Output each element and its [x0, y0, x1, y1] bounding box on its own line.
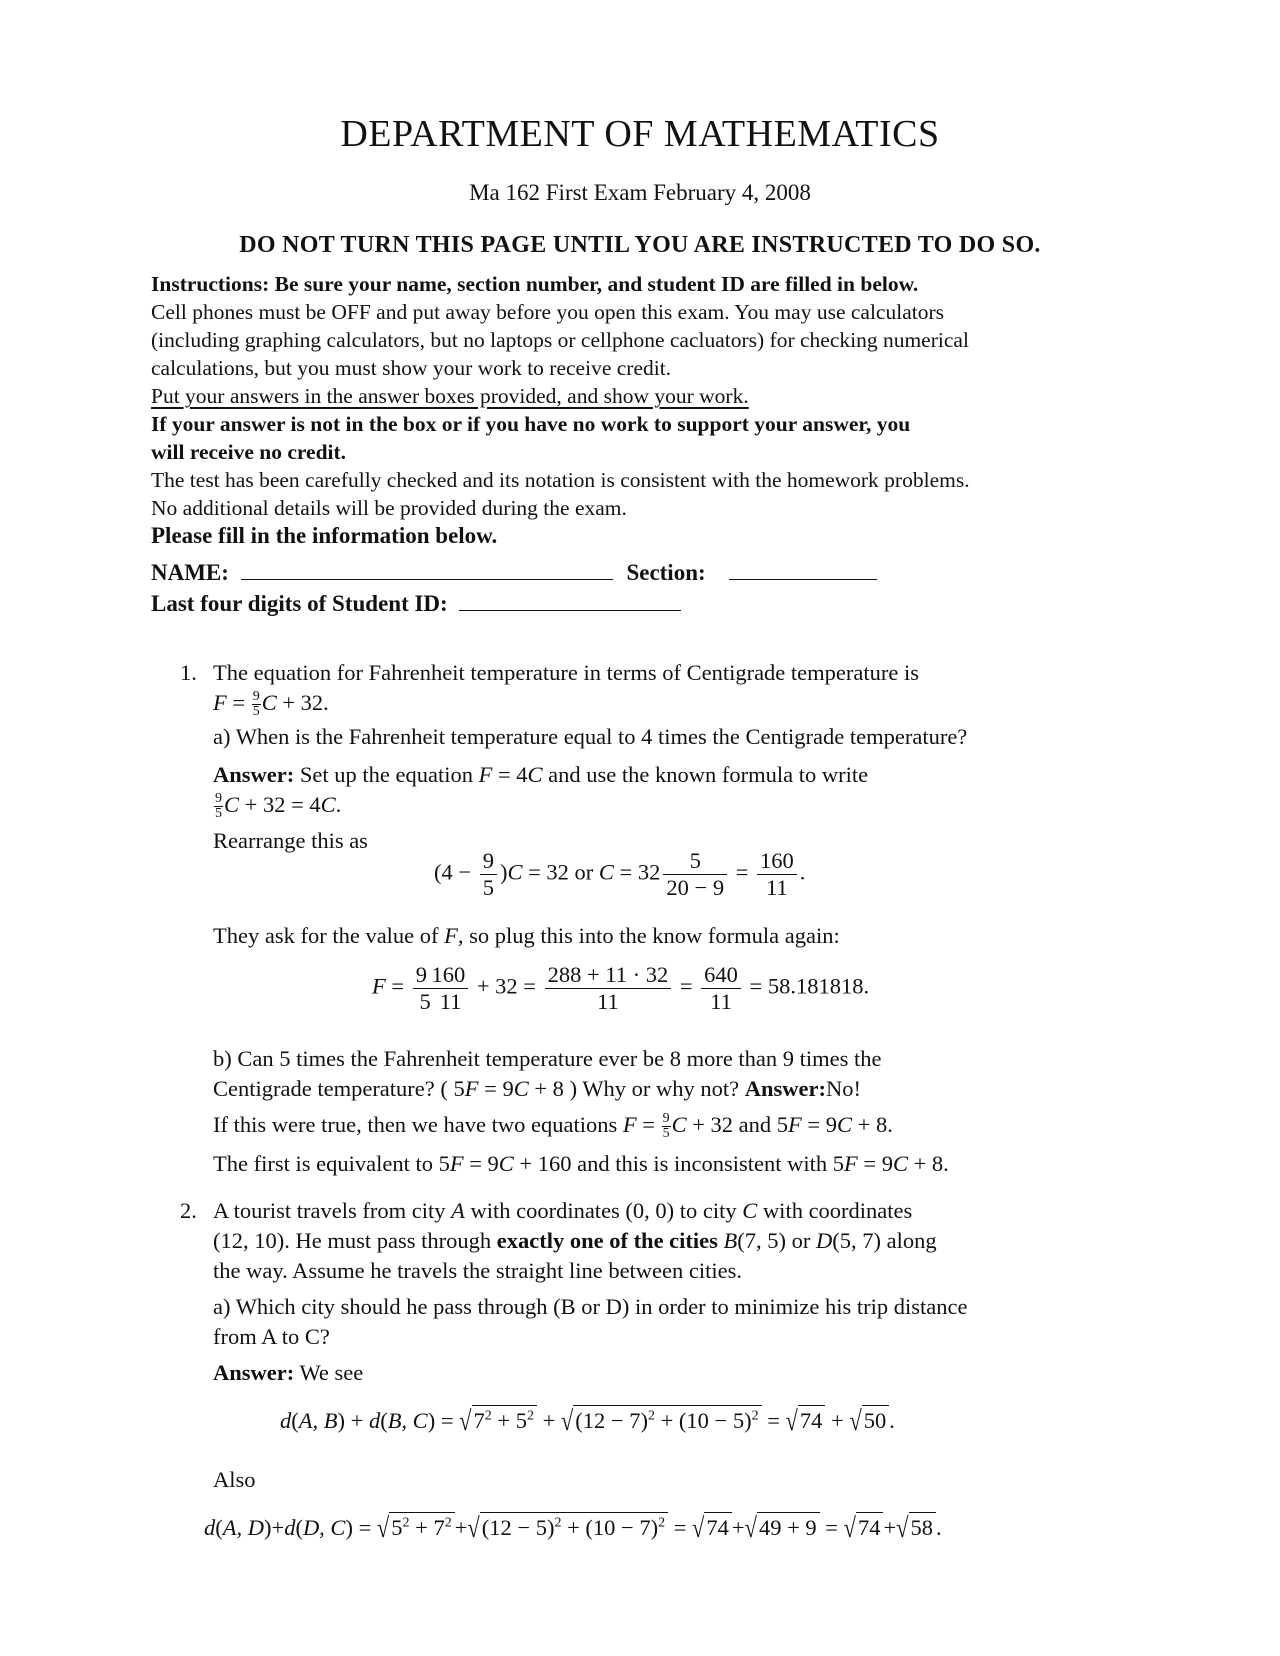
question-2a	[213, 1292, 1143, 1352]
instructions-underlined: Put your answers in the answer boxes provided, and show your work.	[151, 384, 749, 408]
answer-label: Answer:	[744, 1076, 826, 1101]
equation-rearranged: (4 − $\frac{9}{5}$ )C = 32 or C = 32 $\frac{5}{20 - 9}$ = $\frac{160}{11}$ .	[434, 848, 806, 900]
answer-text: The first is equivalent to	[213, 1151, 433, 1176]
warning-banner: DO NOT TURN THIS PAGE UNTIL YOU ARE INSTRUCTED TO DO SO.	[239, 232, 1041, 258]
question-1b-text: ) Why or why not?	[569, 1076, 740, 1101]
student-id-row	[151, 591, 681, 617]
question-1-number: 1.	[180, 660, 197, 685]
question-2-text: with coordinates	[762, 1198, 913, 1223]
instructions-line: (including graphing calculators, but no laptops or cellphone cacluators) for checking numerical	[151, 328, 969, 352]
question-2a-text: a) Which city should he pass through (B or D) in order to minimize his trip distance	[213, 1294, 968, 1319]
question-1b-text: b) Can 5 times the Fahrenheit temperature ever be 8 more than 9 times the	[213, 1046, 882, 1071]
question-2-text: A tourist travels from city	[213, 1198, 446, 1223]
exam-subtitle: Ma 162 First Exam February 4, 2008	[469, 180, 811, 205]
student-id-field[interactable]	[459, 592, 681, 611]
question-2-text: or	[791, 1228, 811, 1253]
answer-text: If this were true, then we have two equations	[213, 1112, 618, 1137]
name-label: NAME:	[151, 560, 229, 585]
instructions-line: No additional details will be provided during the exam.	[151, 496, 627, 520]
answer-text: We see	[299, 1360, 364, 1385]
instructions-fill: Please fill in the information below.	[151, 523, 498, 548]
result-value: = 58.181818.	[749, 973, 870, 999]
or-text: or	[574, 859, 594, 885]
ask-text-part: They ask for the value of	[213, 923, 439, 948]
section-field[interactable]	[729, 561, 877, 580]
answer-label: Answer:	[213, 1360, 295, 1385]
question-1a-text: a) When is the Fahrenheit temperature equal to 4 times the Centigrade temperature?	[213, 724, 968, 749]
student-id-label: Last four digits of Student ID:	[151, 591, 448, 616]
instructions-warning: will receive no credit.	[151, 440, 347, 464]
instructions-line: calculations, but you must show your work to receive credit.	[151, 356, 672, 380]
equation-distance-d: d(A, D)+d(D, $C) = √5^2 + 7^2 +√(12 - 5)^2 + (10 - 7)^2 = √74 +√49 + 9 = √74 +√58$ .	[204, 1511, 942, 1543]
question-2-text: the way. Assume he travels the straight line between cities.	[213, 1258, 743, 1283]
equation-distance-b: d(A, B) + d(B, $C) = √7^2 + 5^2 + √(12 - 7)^2 + (10 - 5)^2 = √74 + √50$ .	[280, 1404, 895, 1436]
answer-text: Set up the equation	[299, 762, 473, 787]
question-2a-text: from A to C?	[213, 1324, 330, 1349]
question-1b-text: Centigrade temperature? (	[213, 1076, 448, 1101]
instructions-lead: Instructions: Be sure your name, section number, and student ID are filled in below.	[151, 272, 919, 296]
question-2-text: with coordinates (0, 0) to city	[470, 1198, 737, 1223]
question-1-stem: The equation for Fahrenheit temperature in terms of Centigrade temperature is F = $\frac{9}{5}$ C + 32.	[213, 660, 919, 720]
question-2-stem: A tourist travels from city A with coordinates (0, 0) to city C with coordinates (12, 10). He must pass through exactly one of the cities B(7, 5) or D(5, 7) along the way. Assume he travels the straight line between cities.	[213, 1198, 937, 1283]
equation-fahrenheit: F = $\frac{9 160}{5 11}$ + 32 = $\frac{288 + 11 \cdot 32}{11}$ = $\frac{640}{11}$ = 58.181818.	[372, 962, 870, 1014]
question-1-stem-text: The equation for Fahrenheit temperature in terms of Centigrade temperature is	[213, 660, 919, 685]
answer-text: and this is inconsistent with	[577, 1151, 828, 1176]
also-text: Also	[213, 1467, 256, 1492]
question-2-number: 2.	[180, 1198, 197, 1223]
page-title: DEPARTMENT OF MATHEMATICS	[340, 113, 940, 155]
answer-text: and use the known formula to write	[548, 762, 869, 787]
question-2-text: along	[886, 1228, 937, 1253]
question-1b: b) Can 5 times the Fahrenheit temperature ever be 8 more than 9 times the Centigrade temperature? ( 5F = 9C + 8 ) Why or why not? Answer:No!	[213, 1046, 882, 1101]
name-field[interactable]	[241, 561, 613, 580]
instructions-line: Cell phones must be OFF and put away before you open this exam. You may use calculators	[151, 300, 944, 324]
ask-text-part: , so plug this into the know formula again:	[457, 923, 840, 948]
question-2-bold: exactly one of the cities	[496, 1228, 718, 1253]
answer-text: No!	[825, 1076, 861, 1101]
instructions-block	[151, 270, 1141, 550]
question-1b-first: The first is equivalent to 5F = 9C + 160 and this is inconsistent with 5F = 9C + 8.	[213, 1151, 949, 1176]
name-section-row	[151, 560, 877, 586]
answer-label: Answer:	[213, 762, 295, 787]
section-label: Section:	[626, 560, 706, 585]
instructions-line: The test has been carefully checked and its notation is consistent with the homework problems.	[151, 468, 970, 492]
question-2-text: (12, 10). He must pass through	[213, 1228, 492, 1253]
question-1b-if: If this were true, then we have two equations F = $\frac{9}{5}$ C + 32 and 5F = 9C + 8.	[213, 1110, 893, 1142]
rearrange-text: Rearrange this as	[213, 828, 368, 853]
and-text: and	[738, 1112, 772, 1137]
instructions-warning: If your answer is not in the box or if you have no work to support your answer, you	[151, 412, 911, 436]
question-1a-answer: Answer: Set up the equation F = 4C and use the known formula to write $\frac{9}{5}$ C + 32 = 4C.	[213, 762, 869, 822]
ask-text: They ask for the value of F, so plug this into the know formula again:	[213, 923, 840, 948]
question-2a-answer	[213, 1358, 1143, 1388]
